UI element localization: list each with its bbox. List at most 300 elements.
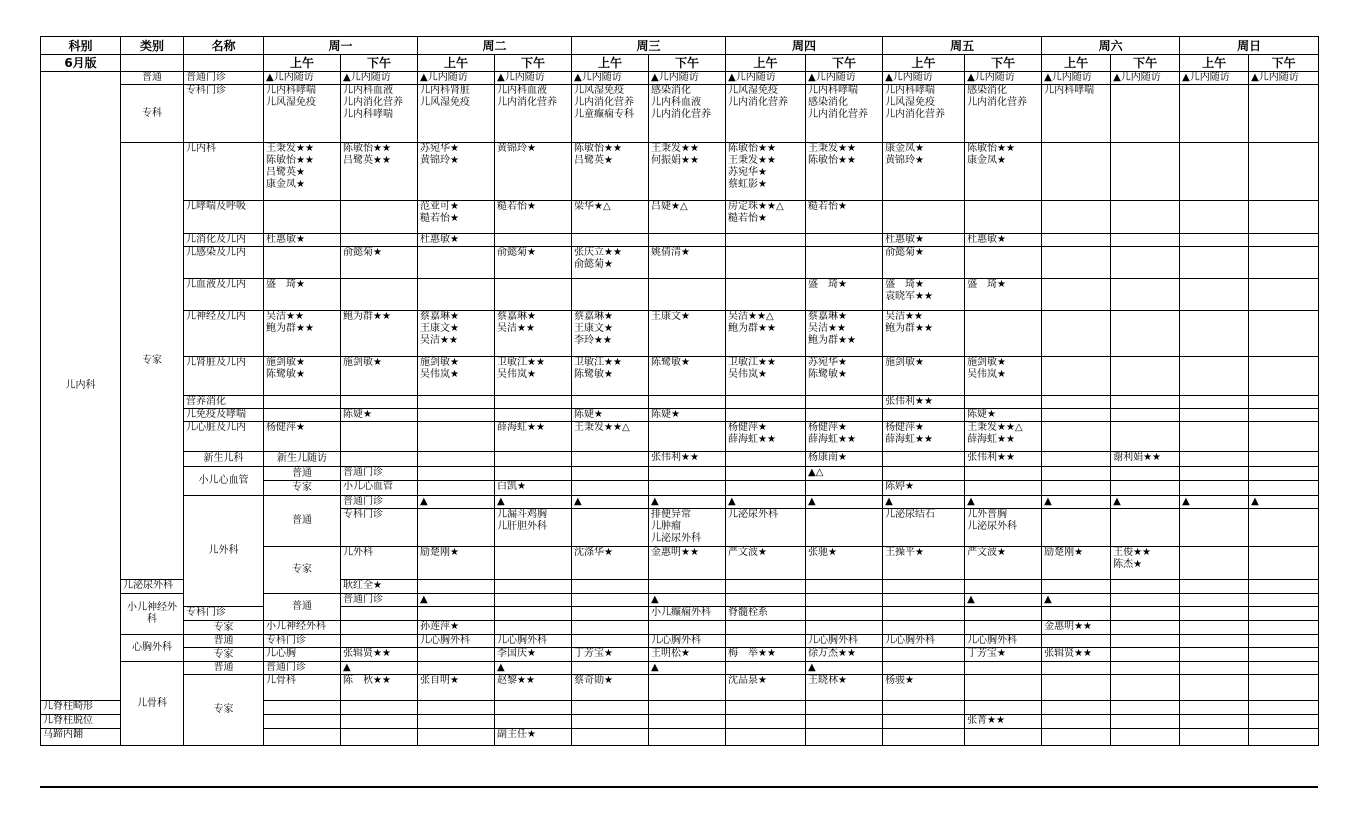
session-cell — [1042, 279, 1111, 311]
session-cell — [495, 701, 572, 715]
department-cell: 儿骨科 — [121, 662, 184, 746]
session-cell — [1042, 701, 1111, 715]
session-cell: ▲△ — [806, 467, 883, 481]
schedule-row — [41, 496, 1319, 509]
category-cell: 专家 — [184, 648, 264, 662]
schedule-row — [41, 234, 1319, 247]
schedule-row — [41, 357, 1319, 396]
session-cell: 陈婕★ — [649, 409, 726, 422]
session-cell — [1111, 580, 1180, 594]
session-cell: ▲ — [649, 594, 726, 607]
session-cell — [1042, 357, 1111, 396]
session-cell — [418, 422, 495, 452]
session-cell: ▲儿内随访 — [1249, 72, 1319, 85]
session-cell — [341, 201, 418, 234]
session-cell — [264, 701, 341, 715]
session-cell: 耿红全★ — [341, 580, 418, 594]
session-cell — [726, 621, 806, 635]
session-cell: 杨健萍★ 薛海虹★★ — [806, 422, 883, 452]
session-cell: 姚倩清★ — [649, 247, 726, 279]
session-cell: 孙莲萍★ — [418, 621, 495, 635]
department-cell: 心胸外科 — [121, 635, 184, 662]
session-cell — [418, 481, 495, 496]
session-cell: ▲儿内随访 — [1111, 72, 1180, 85]
session-cell — [965, 481, 1042, 496]
session-cell — [1249, 635, 1319, 648]
clinic-name-cell: 儿免疫及哮喘 — [184, 409, 264, 422]
session-cell — [1042, 509, 1111, 547]
session-cell — [495, 452, 572, 467]
session-cell: ▲儿内随访 — [495, 72, 572, 85]
clinic-name-cell: 普通门诊 — [264, 662, 341, 675]
session-cell — [1180, 662, 1249, 675]
session-cell — [1042, 481, 1111, 496]
session-cell: 儿心胸外科 — [418, 635, 495, 648]
session-cell — [1249, 311, 1319, 357]
session-cell — [1249, 452, 1319, 467]
session-cell: 杨健萍★ — [264, 422, 341, 452]
session-cell — [572, 279, 649, 311]
session-cell — [965, 607, 1042, 621]
session-cell: 杜惠敏★ — [264, 234, 341, 247]
session-cell — [726, 662, 806, 675]
session-cell: 俞懿菊★ — [341, 247, 418, 279]
session-cell — [1111, 143, 1180, 201]
session-cell: 金惠明★★ — [1042, 621, 1111, 635]
session-cell: 儿内科哮喘 感染消化 儿内消化营养 — [806, 85, 883, 143]
session-cell — [1249, 621, 1319, 635]
session-cell: 严文波★ — [726, 547, 806, 580]
session-cell: 儿内科哮喘 儿风湿免疫 — [264, 85, 341, 143]
session-cell — [1180, 635, 1249, 648]
session-cell — [572, 509, 649, 547]
session-cell — [341, 701, 418, 715]
session-cell — [1180, 509, 1249, 547]
session-cell — [1111, 201, 1180, 234]
session-cell — [806, 715, 883, 729]
session-cell — [1180, 247, 1249, 279]
session-cell: 陈敏怡★★ 吕鹭英★★ — [341, 143, 418, 201]
session-cell: 金惠明★★ — [649, 547, 726, 580]
session-cell — [418, 279, 495, 311]
session-cell — [806, 509, 883, 547]
session-cell: 丁芳宝★ — [572, 648, 649, 662]
session-cell — [1111, 396, 1180, 409]
schedule-row — [41, 607, 1319, 621]
session-cell — [341, 621, 418, 635]
session-cell — [965, 580, 1042, 594]
session-cell — [649, 715, 726, 729]
session-cell — [1042, 675, 1111, 701]
session-cell — [883, 715, 965, 729]
session-cell: 蔡奇勋★ — [572, 675, 649, 701]
category-cell: 普通 — [184, 662, 264, 675]
session-cell — [495, 547, 572, 580]
clinic-name-cell: 儿泌尿外科 — [121, 580, 184, 594]
session-cell — [1111, 729, 1180, 746]
session-cell — [418, 607, 495, 621]
session-cell — [726, 635, 806, 648]
header-row-sessions — [41, 55, 1319, 72]
session-cell: 杜惠敏★ — [883, 234, 965, 247]
session-cell — [1249, 607, 1319, 621]
session-cell: 王秉发★★ 何振娟★★ — [649, 143, 726, 201]
session-cell — [418, 452, 495, 467]
session-cell: 陈敏怡★★ 王秉发★★ 苏宛华★ 蔡虹影★ — [726, 143, 806, 201]
session-cell — [1180, 452, 1249, 467]
session-cell — [965, 311, 1042, 357]
session-cell: 儿风湿免疫 儿内消化营养 儿童癫痫专科 — [572, 85, 649, 143]
session-cell: 杨健萍★ 薛海虹★★ — [726, 422, 806, 452]
session-cell — [264, 201, 341, 234]
session-cell: 康金凤★ 黄锦玲★ — [883, 143, 965, 201]
session-cell: ▲ — [495, 496, 572, 509]
clinic-name-cell: 普通门诊 — [341, 594, 418, 607]
session-cell: 王俊★★ 陈杰★ — [1111, 547, 1180, 580]
session-cell: ▲ — [1042, 594, 1111, 607]
session-pm: 下午 — [965, 55, 1042, 72]
session-cell — [1180, 715, 1249, 729]
session-cell: ▲ — [649, 662, 726, 675]
session-pm: 下午 — [1249, 55, 1319, 72]
session-cell — [1249, 409, 1319, 422]
session-cell — [965, 396, 1042, 409]
session-cell: 排便异常 儿肿瘤 儿泌尿外科 — [649, 509, 726, 547]
session-cell — [1111, 662, 1180, 675]
session-cell — [341, 422, 418, 452]
clinic-name-cell: 儿内科 — [184, 143, 264, 201]
category-cell: 普通 — [184, 635, 264, 648]
session-cell — [726, 580, 806, 594]
session-cell — [1249, 547, 1319, 580]
session-cell — [883, 621, 965, 635]
session-cell — [495, 621, 572, 635]
clinic-name-cell: 儿神经及儿内 — [184, 311, 264, 357]
session-cell: 严文波★ — [965, 547, 1042, 580]
session-cell — [1111, 311, 1180, 357]
session-cell — [1111, 279, 1180, 311]
session-cell — [1180, 396, 1249, 409]
schedule-row — [41, 409, 1319, 422]
header-day-fri: 周五 — [883, 37, 1042, 55]
session-cell — [806, 234, 883, 247]
session-cell: 王明松★ — [649, 648, 726, 662]
header-day-wed: 周三 — [572, 37, 726, 55]
session-cell — [1249, 247, 1319, 279]
session-cell — [1111, 594, 1180, 607]
department-cell: 儿外科 — [184, 496, 264, 607]
session-cell — [1042, 247, 1111, 279]
category-cell: 专家 — [184, 621, 264, 635]
session-cell — [341, 234, 418, 247]
session-cell — [806, 729, 883, 746]
session-cell — [806, 594, 883, 607]
session-cell: 施剑敏★ 吴伟岚★ — [965, 357, 1042, 396]
session-cell — [572, 607, 649, 621]
session-cell — [1180, 201, 1249, 234]
session-cell: 吴洁★★ 鲍为群★★ — [264, 311, 341, 357]
session-cell: ▲儿内随访 — [572, 72, 649, 85]
session-cell: 俞懿菊★ — [495, 247, 572, 279]
session-cell — [883, 409, 965, 422]
session-cell — [883, 701, 965, 715]
session-cell: 卫敏江★★ 吴伟岚★ — [495, 357, 572, 396]
session-cell — [649, 621, 726, 635]
session-cell — [341, 729, 418, 746]
session-cell: ▲儿内随访 — [1042, 72, 1111, 85]
session-cell — [1249, 234, 1319, 247]
category-cell: 专家 — [264, 547, 341, 594]
schedule-row — [41, 311, 1319, 357]
session-cell — [341, 607, 418, 621]
header-day-thu: 周四 — [726, 37, 883, 55]
schedule-row — [41, 635, 1319, 648]
session-cell: 施剑敏★ 陈鹭敏★ — [264, 357, 341, 396]
session-cell: 赵黎★★ — [495, 675, 572, 701]
schedule-row — [41, 247, 1319, 279]
session-cell — [418, 396, 495, 409]
session-cell — [726, 247, 806, 279]
session-cell: ▲ — [1180, 496, 1249, 509]
schedule-row — [41, 467, 1319, 481]
session-cell — [1249, 396, 1319, 409]
category-cell: 专家 — [184, 675, 264, 746]
session-cell: 盛 琦★ — [806, 279, 883, 311]
session-cell — [1042, 234, 1111, 247]
session-cell: 施剑敏★ 吴伟岚★ — [418, 357, 495, 396]
session-cell: 蔡嘉琳★ 王康文★ 李玲★★ — [572, 311, 649, 357]
session-cell — [649, 729, 726, 746]
session-cell: 杜惠敏★ — [418, 234, 495, 247]
session-cell — [883, 452, 965, 467]
session-cell: 吴洁★★△ 鲍为群★★ — [726, 311, 806, 357]
session-cell — [572, 396, 649, 409]
session-cell: 张伟利★★ — [965, 452, 1042, 467]
session-cell — [572, 594, 649, 607]
session-cell — [495, 607, 572, 621]
session-cell: ▲儿内随访 — [1180, 72, 1249, 85]
session-cell: ▲儿内随访 — [264, 72, 341, 85]
session-cell — [264, 247, 341, 279]
session-cell — [341, 396, 418, 409]
session-cell — [883, 607, 965, 621]
session-cell — [1180, 279, 1249, 311]
session-cell: 沈涤华★ — [572, 547, 649, 580]
clinic-name-cell: 小儿心血管 — [341, 481, 418, 496]
session-cell: 陈鹭敏★ — [649, 357, 726, 396]
category-cell: 专家 — [264, 481, 341, 496]
session-cell: 儿内科肾脏 儿风湿免疫 — [418, 85, 495, 143]
category-cell: 专家 — [121, 143, 184, 580]
session-cell — [572, 701, 649, 715]
session-cell — [572, 635, 649, 648]
session-cell — [965, 675, 1042, 701]
session-cell — [806, 481, 883, 496]
schedule-row — [41, 422, 1319, 452]
session-pm: 下午 — [341, 55, 418, 72]
session-cell — [806, 247, 883, 279]
session-cell — [649, 279, 726, 311]
session-cell — [649, 467, 726, 481]
category-cell: 普通 — [264, 594, 341, 621]
department-cell: 儿内科 — [41, 72, 121, 701]
session-cell — [1180, 580, 1249, 594]
session-cell — [806, 409, 883, 422]
session-cell — [965, 729, 1042, 746]
session-cell — [726, 481, 806, 496]
session-cell — [1111, 715, 1180, 729]
session-cell — [1249, 509, 1319, 547]
session-cell — [1249, 715, 1319, 729]
session-cell — [883, 729, 965, 746]
clinic-name-cell: 专科门诊 — [264, 635, 341, 648]
session-cell — [1180, 143, 1249, 201]
session-cell — [726, 467, 806, 481]
session-cell — [264, 396, 341, 409]
session-cell — [1042, 467, 1111, 481]
session-cell: ▲ — [418, 496, 495, 509]
clinic-name-cell: 儿脊柱脱位 — [41, 715, 121, 729]
session-cell — [1249, 279, 1319, 311]
session-cell: 白凯★ — [495, 481, 572, 496]
header-name: 名称 — [184, 37, 264, 55]
session-cell — [495, 715, 572, 729]
session-cell — [1111, 234, 1180, 247]
category-cell: 普通 — [264, 467, 341, 481]
session-cell: ▲ — [1042, 496, 1111, 509]
session-cell: 徐万杰★★ — [806, 648, 883, 662]
session-cell: ▲儿内随访 — [341, 72, 418, 85]
session-cell — [418, 580, 495, 594]
session-cell — [1180, 729, 1249, 746]
session-cell — [1042, 715, 1111, 729]
clinic-name-cell: 儿心胸 — [264, 648, 341, 662]
session-cell — [1042, 396, 1111, 409]
session-cell — [883, 594, 965, 607]
session-cell: 梅 举★★ — [726, 648, 806, 662]
session-cell — [495, 396, 572, 409]
clinic-name-cell: 儿血液及儿内 — [184, 279, 264, 311]
session-cell — [1249, 729, 1319, 746]
session-cell — [572, 580, 649, 594]
session-cell: 张辑贤★★ — [1042, 648, 1111, 662]
session-cell: 儿心胸外科 — [495, 635, 572, 648]
session-cell — [1042, 452, 1111, 467]
session-cell: ▲ — [965, 594, 1042, 607]
session-cell — [495, 467, 572, 481]
session-cell: 张庆立★★ 俞懿菊★ — [572, 247, 649, 279]
session-cell — [965, 701, 1042, 715]
schedule-row — [41, 648, 1319, 662]
session-cell — [1111, 675, 1180, 701]
session-cell — [418, 662, 495, 675]
session-cell: 励楚刚★ — [418, 547, 495, 580]
session-cell — [1249, 701, 1319, 715]
session-cell — [572, 729, 649, 746]
clinic-name-cell: 儿肾脏及儿内 — [184, 357, 264, 396]
session-cell — [1249, 85, 1319, 143]
session-cell: 儿泌尿结石 — [883, 509, 965, 547]
session-cell — [806, 701, 883, 715]
session-cell: 王晓林★ — [806, 675, 883, 701]
session-cell — [495, 409, 572, 422]
session-cell — [418, 729, 495, 746]
session-cell: 糙若怡★ — [806, 201, 883, 234]
session-cell — [418, 648, 495, 662]
session-cell — [572, 234, 649, 247]
session-cell — [1111, 85, 1180, 143]
schedule-sheet — [40, 36, 1318, 746]
session-cell: 卫敏江★★ 陈鹭敏★ — [572, 357, 649, 396]
session-cell: 王秉发★★ 陈敏怡★★ 吕鹭英★ 康金凤★ — [264, 143, 341, 201]
session-cell — [1042, 635, 1111, 648]
session-cell — [1111, 481, 1180, 496]
session-cell — [572, 467, 649, 481]
session-cell — [965, 662, 1042, 675]
session-cell — [1111, 648, 1180, 662]
session-cell — [418, 715, 495, 729]
session-cell — [495, 234, 572, 247]
session-cell — [649, 580, 726, 594]
session-cell — [649, 422, 726, 452]
session-cell: 卫敏江★★ 吴伟岚★ — [726, 357, 806, 396]
session-cell: ▲ — [341, 662, 418, 675]
session-pm: 下午 — [649, 55, 726, 72]
session-cell — [1180, 467, 1249, 481]
session-cell — [1180, 648, 1249, 662]
session-cell — [1042, 409, 1111, 422]
session-cell — [1042, 729, 1111, 746]
session-cell — [726, 279, 806, 311]
session-cell: 杨健萍★ 薛海虹★★ — [883, 422, 965, 452]
session-cell: ▲ — [965, 496, 1042, 509]
session-cell — [1249, 648, 1319, 662]
session-cell — [965, 621, 1042, 635]
session-cell — [495, 594, 572, 607]
session-am: 上午 — [572, 55, 649, 72]
clinic-name-cell: 儿心脏及儿内 — [184, 422, 264, 452]
session-cell: 盛 琦★ 袁晓军★★ — [883, 279, 965, 311]
session-cell — [1180, 311, 1249, 357]
session-cell — [341, 715, 418, 729]
clinic-name-cell: 小儿神经外科 — [264, 621, 341, 635]
session-am: 上午 — [418, 55, 495, 72]
session-cell: ▲儿内随访 — [965, 72, 1042, 85]
clinic-name-cell: 儿消化及儿内 — [184, 234, 264, 247]
session-cell: ▲儿内随访 — [418, 72, 495, 85]
session-cell — [572, 662, 649, 675]
session-cell — [264, 409, 341, 422]
session-cell — [726, 701, 806, 715]
session-cell: 感染消化 儿内科血液 儿内消化营养 — [649, 85, 726, 143]
session-cell — [883, 201, 965, 234]
session-cell — [649, 481, 726, 496]
session-cell: 蔡嘉琳★ 王康文★ 吴洁★★ — [418, 311, 495, 357]
session-cell — [1111, 509, 1180, 547]
clinic-name-cell — [341, 452, 418, 467]
session-cell — [1249, 662, 1319, 675]
session-cell — [572, 481, 649, 496]
session-cell: 鲍为群★★ — [341, 311, 418, 357]
clinic-name-cell: 专科门诊 — [341, 509, 418, 547]
session-cell — [572, 715, 649, 729]
session-cell: 蔡嘉琳★ 吴洁★★ 鲍为群★★ — [806, 311, 883, 357]
session-cell — [264, 715, 341, 729]
session-cell: ▲ — [883, 496, 965, 509]
session-cell — [1249, 675, 1319, 701]
session-cell — [1180, 675, 1249, 701]
session-cell: 俞懿菊★ — [883, 247, 965, 279]
